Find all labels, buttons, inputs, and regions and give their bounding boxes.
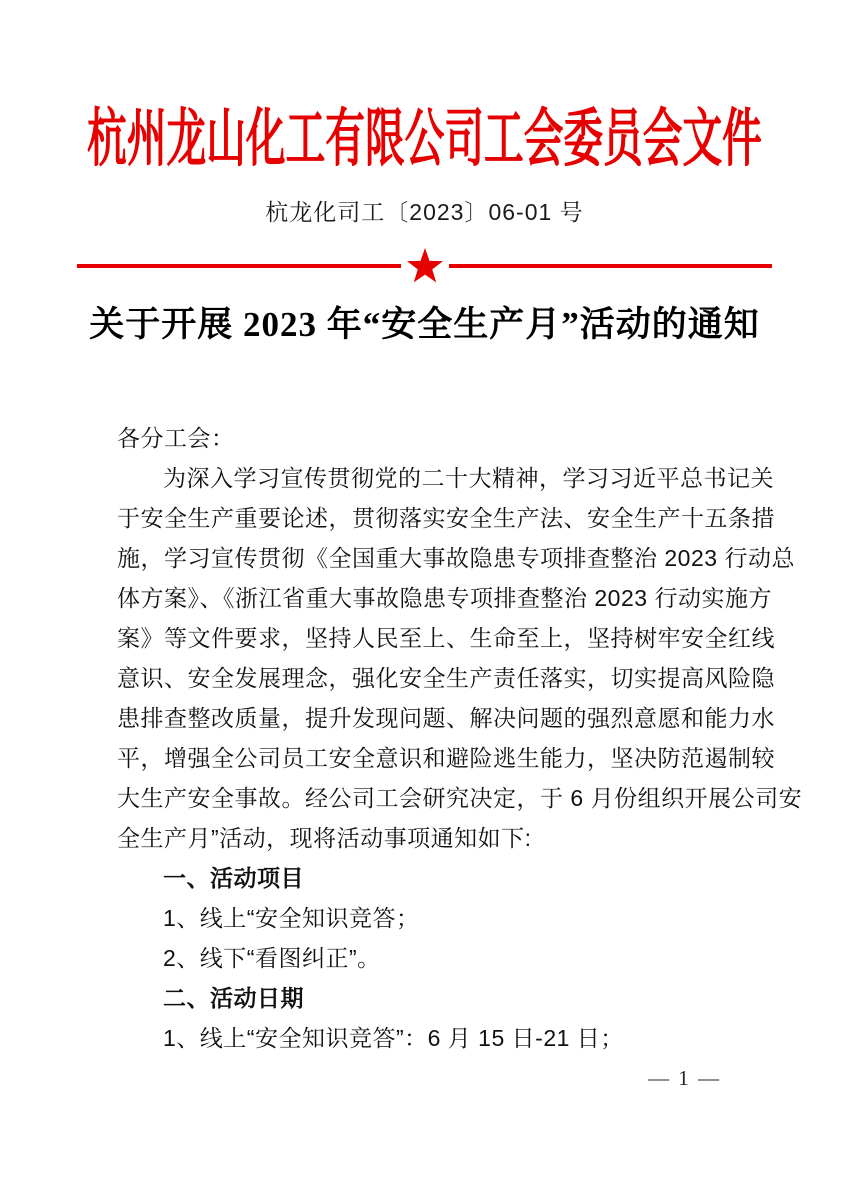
salutation: 各分工会： [117, 425, 235, 451]
section-heading-dates: 二、活动日期 [163, 985, 304, 1011]
body-line: 案》等文件要求，坚持人民至上、生命至上，坚持树牢安全红线 [117, 625, 775, 651]
star-icon [404, 246, 446, 286]
section-heading-activities: 一、活动项目 [163, 865, 304, 891]
list-item: 1、线上“安全知识竞答； [163, 905, 420, 931]
body-line: 大生产安全事故。经公司工会研究决定，于 6 月份组织开展公司安 [117, 785, 803, 811]
body-line: 为深入学习宣传贯彻党的二十大精神，学习习近平总书记关 [163, 465, 774, 491]
red-separator [77, 246, 772, 286]
body-line: 体方案》、《浙江省重大事故隐患专项排查整治 2023 行动实施方 [117, 585, 772, 611]
body-line: 意识、安全发展理念，强化安全生产责任落实，切实提高风险隐 [117, 665, 775, 691]
body-line: 全生产月”活动，现将活动事项通知如下: [117, 825, 532, 851]
page-number: — 1 — [648, 1066, 721, 1090]
body-line: 于安全生产重要论述，贯彻落实安全生产法、安全生产十五条措 [117, 505, 775, 531]
body-line: 施，学习宣传贯彻《全国重大事故隐患专项排查整治 2023 行动总 [117, 545, 795, 571]
body-line: 平，增强全公司员工安全意识和避险逃生能力，坚决防范遏制较 [117, 745, 775, 771]
red-separator-line-left [77, 264, 401, 268]
list-item: 1、线上“安全知识竞答”：6 月 15 日-21 日； [163, 1025, 624, 1051]
body-line: 患排查整改质量，提升发现问题、解决问题的强烈意愿和能力水 [117, 705, 775, 731]
document-body [117, 418, 803, 1058]
issuer-title: 杭州龙山化工有限公司工会委员会文件 [87, 104, 762, 174]
issuer-banner [0, 88, 849, 179]
list-item: 2、线下“看图纠正”。 [163, 945, 381, 971]
red-separator-line-right [449, 264, 773, 268]
document-title: 关于开展 2023 年“安全生产月”活动的通知 [89, 305, 760, 344]
doc-number: 杭龙化司工〔2023〕06-01 号 [265, 199, 584, 225]
